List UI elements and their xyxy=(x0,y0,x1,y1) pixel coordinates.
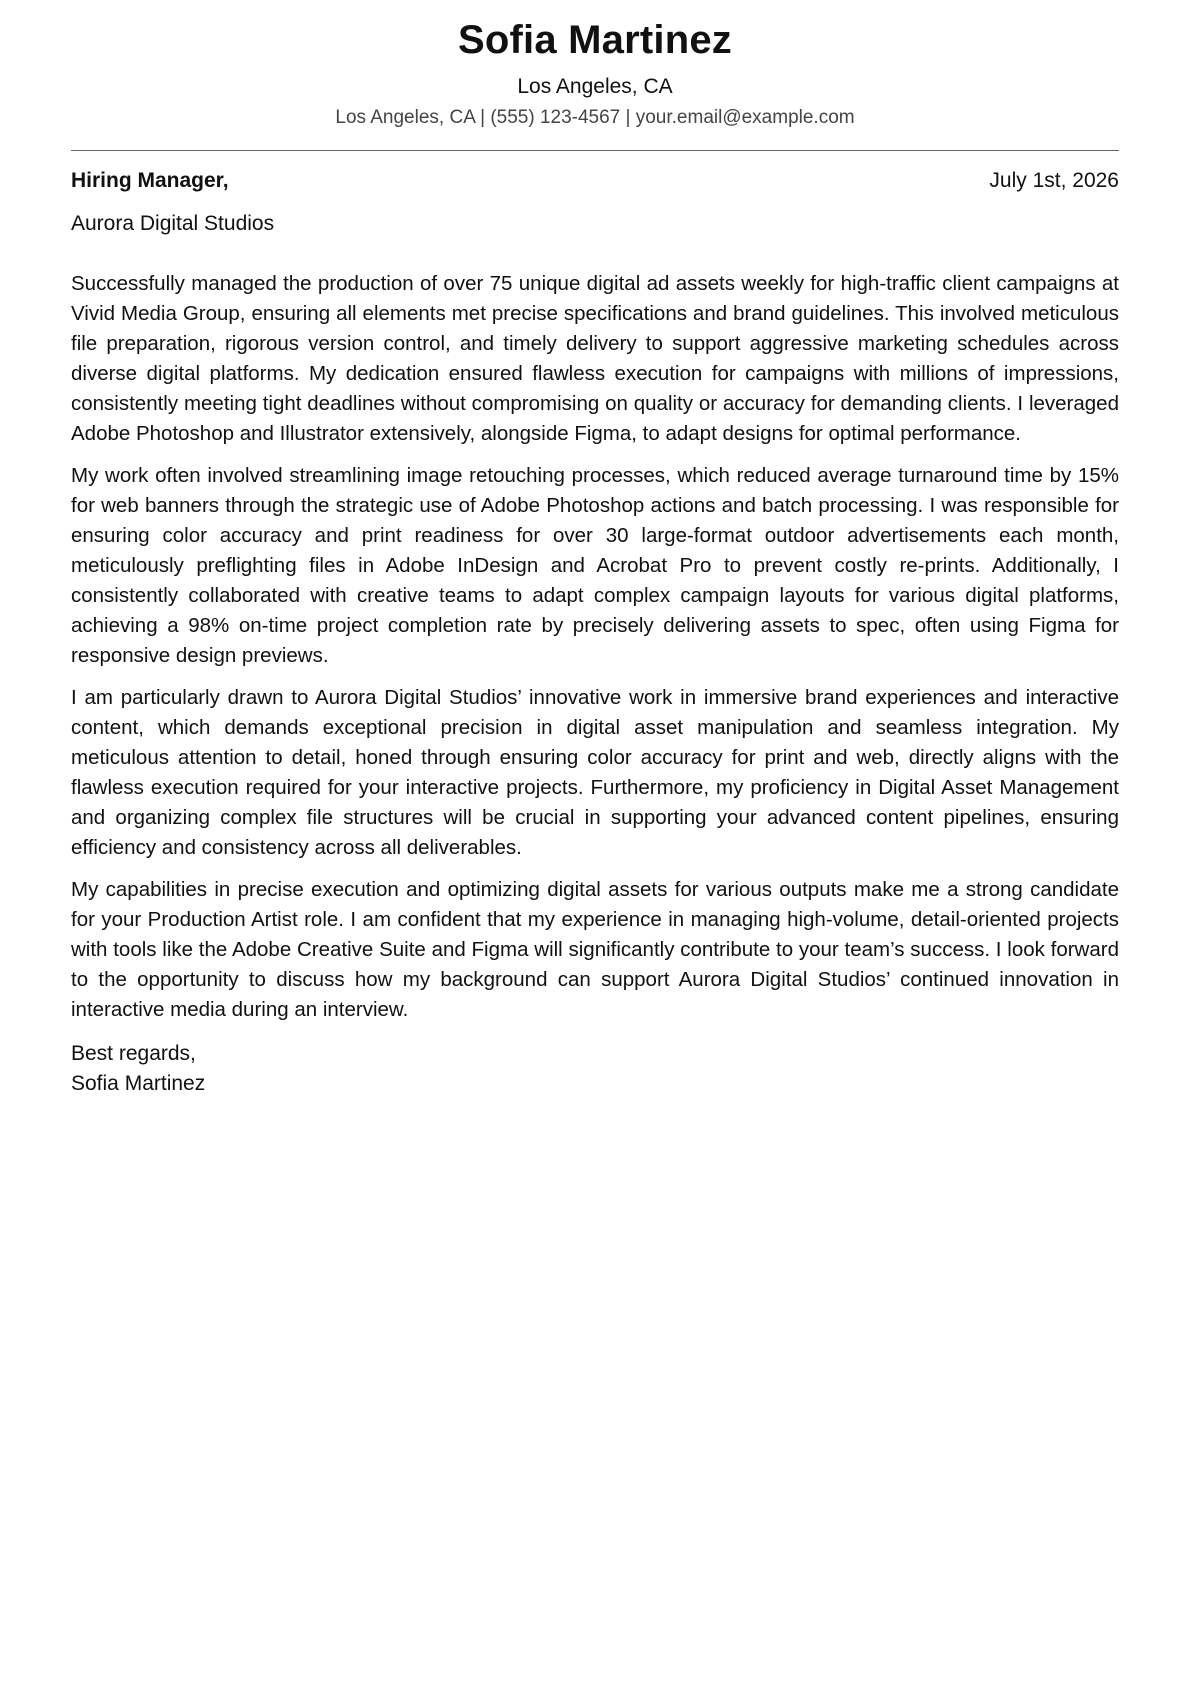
applicant-location: Los Angeles, CA xyxy=(517,75,673,98)
letter-header xyxy=(71,0,1119,130)
letter-closing xyxy=(71,1039,1119,1099)
letter-body xyxy=(71,269,1119,1025)
recipient-company: Aurora Digital Studios xyxy=(71,212,275,235)
body-paragraph-4: My capabilities in precise execution and optimizing digital assets for various outputs make me a strong candidate for your Production Artist role. I am confident that my experience in managing high-volume, detail-oriented projects with tools like the Adobe Creative Suite and Figma will significantly contribute to your team’s success. I look forward to the opportunity to discuss how my background can support Aurora Digital Studios’ continued innovation in interactive media during an interview. xyxy=(71,878,1119,1021)
body-paragraph-3: I am particularly drawn to Aurora Digital Studios’ innovative work in immersive brand experiences and interactive content, which demands exceptional precision in digital asset manipulation and seamless integration. My meticulous attention to detail, honed through ensuring color accuracy for print and web, directly aligns with the flawless execution required for your interactive projects. Furthermore, my proficiency in Digital Asset Management and organizing complex file structures will be crucial in supporting your advanced content pipelines, ensuring efficiency and consistency across all deliverables. xyxy=(71,686,1119,859)
applicant-contact-line: Los Angeles, CA | (555) 123-4567 | your.email@example.com xyxy=(335,107,855,128)
body-paragraph-1: Successfully managed the production of over 75 unique digital ad assets weekly for high-traffic client campaigns at Vivid Media Group, ensuring all elements met precise specifications and brand guidelines. This involved meticulous file preparation, rigorous version control, and timely delivery to support aggressive marketing schedules across diverse digital platforms. My dedication ensured flawless execution for campaigns with millions of impressions, consistently meeting tight deadlines without compromising on quality or accuracy for demanding clients. I leveraged Adobe Photoshop and Illustrator extensively, alongside Figma, to adapt designs for optimal performance. xyxy=(71,272,1119,445)
applicant-name: Sofia Martinez xyxy=(458,18,732,62)
closing-salutation: Best regards, xyxy=(71,1042,196,1065)
closing-signature: Sofia Martinez xyxy=(71,1072,206,1095)
header-divider xyxy=(71,150,1119,151)
recipient-greeting: Hiring Manager, xyxy=(71,169,229,192)
recipient-date-row xyxy=(71,168,1119,194)
body-paragraph-2: My work often involved streamlining image retouching processes, which reduced average turnaround time by 15% for web banners through the strategic use of Adobe Photoshop actions and batch processing. I was responsible for ensuring color accuracy and print readiness for over 30 large-format outdoor advertisements each month, meticulously preflighting files in Adobe InDesign and Acrobat Pro to prevent costly re-prints. Additionally, I consistently collaborated with creative teams to adapt complex campaign layouts for various digital platforms, achieving a 98% on-time project completion rate by precisely delivering assets to spec, often using Figma for responsive design previews. xyxy=(71,464,1119,667)
letter-date: July 1st, 2026 xyxy=(989,169,1119,192)
